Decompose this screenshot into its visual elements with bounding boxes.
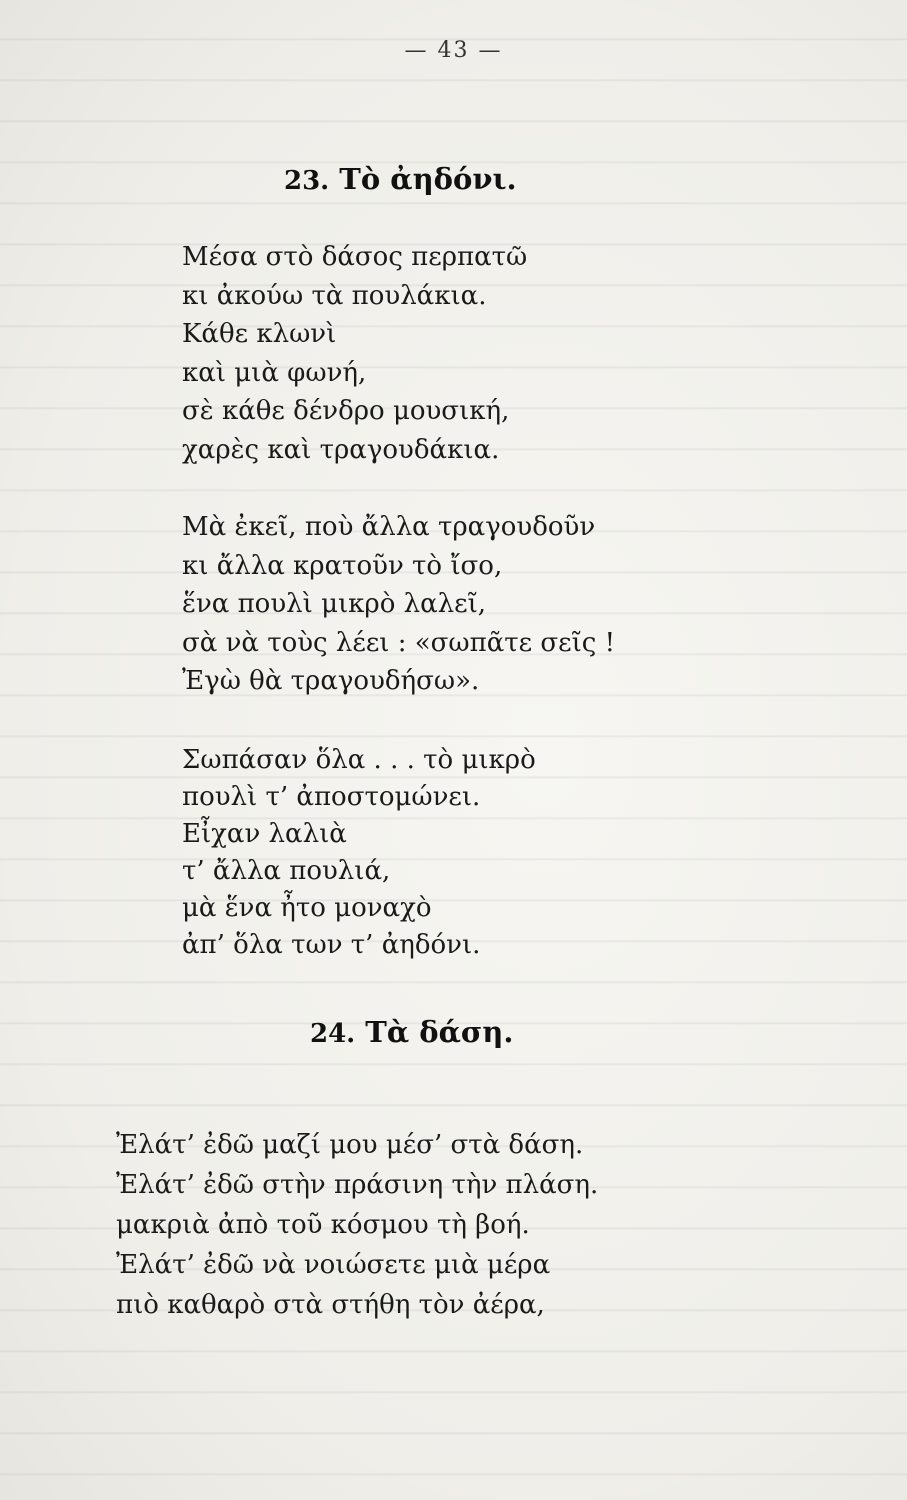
poem-heading-23: [284, 162, 517, 196]
stanza-1: [182, 238, 527, 469]
poem-title: Τὸ ἀηδόνι.: [339, 162, 517, 196]
verse-line: Εἶχαν λαλιὰ: [182, 819, 347, 849]
stanza-3: [182, 742, 536, 964]
verse-line: Μὰ ἐκεῖ, ποὺ ἄλλα τραγουδοῦν: [182, 512, 596, 542]
verse-line: καὶ μιὰ φωνή,: [182, 357, 367, 388]
verse-line: πιὸ καθαρὸ στὰ στήθη τὸν ἀέρα,: [116, 1290, 545, 1320]
verse-line: μὰ ἕνα ἦτο μοναχὸ: [182, 893, 432, 923]
verse-line: χαρὲς καὶ τραγουδάκια.: [182, 434, 500, 465]
verse-line: Σωπάσαν ὅλα . . . τὸ μικρὸ: [182, 745, 536, 775]
verse-line: ἀπ’ ὅλα των τ’ ἀηδόνι.: [182, 930, 481, 960]
verse-line: πουλὶ τ’ ἀποστομώνει.: [182, 782, 481, 812]
verse-line: μακριὰ ἀπὸ τοῦ κόσμου τὴ βοή.: [116, 1210, 530, 1240]
stanza-4: [116, 1125, 598, 1325]
verse-line: σὲ κάθε δένδρο μουσική,: [182, 396, 510, 426]
verse-line: σὰ νὰ τοὺς λέει : «σωπᾶτε σεῖς !: [182, 627, 616, 658]
verse-line: Ἐλάτ’ ἐδῶ νὰ νοιώσετε μιὰ μέρα: [116, 1250, 551, 1280]
poem-heading-24: [310, 1015, 513, 1049]
verse-line: τ’ ἄλλα πουλιά,: [182, 856, 391, 886]
verse-line: κι ἄλλα κρατοῦν τὸ ἴσο,: [182, 550, 503, 581]
verse-line: Κάθε κλωνὶ: [182, 319, 337, 349]
verse-line: ἕνα πουλὶ μικρὸ λαλεῖ,: [182, 589, 487, 619]
poem-number: 23.: [284, 166, 330, 196]
verse-line: κι ἀκούω τὰ πουλάκια.: [182, 280, 487, 311]
verse-line: Μέσα στὸ δάσος περπατῶ: [182, 242, 528, 272]
verse-line: Ἐλάτ’ ἐδῶ μαζί μου μέσ’ στὰ δάση.: [116, 1130, 584, 1160]
poem-title: Τὰ δάση.: [365, 1015, 514, 1049]
page-number: — 43 —: [404, 38, 503, 63]
stanza-2: [182, 508, 615, 701]
poem-number: 24.: [310, 1019, 356, 1049]
verse-line: Ἐγὼ θὰ τραγουδήσω».: [182, 666, 480, 696]
verse-line: Ἐλάτ’ ἐδῶ στὴν πράσινη τὴν πλάση.: [116, 1170, 599, 1200]
